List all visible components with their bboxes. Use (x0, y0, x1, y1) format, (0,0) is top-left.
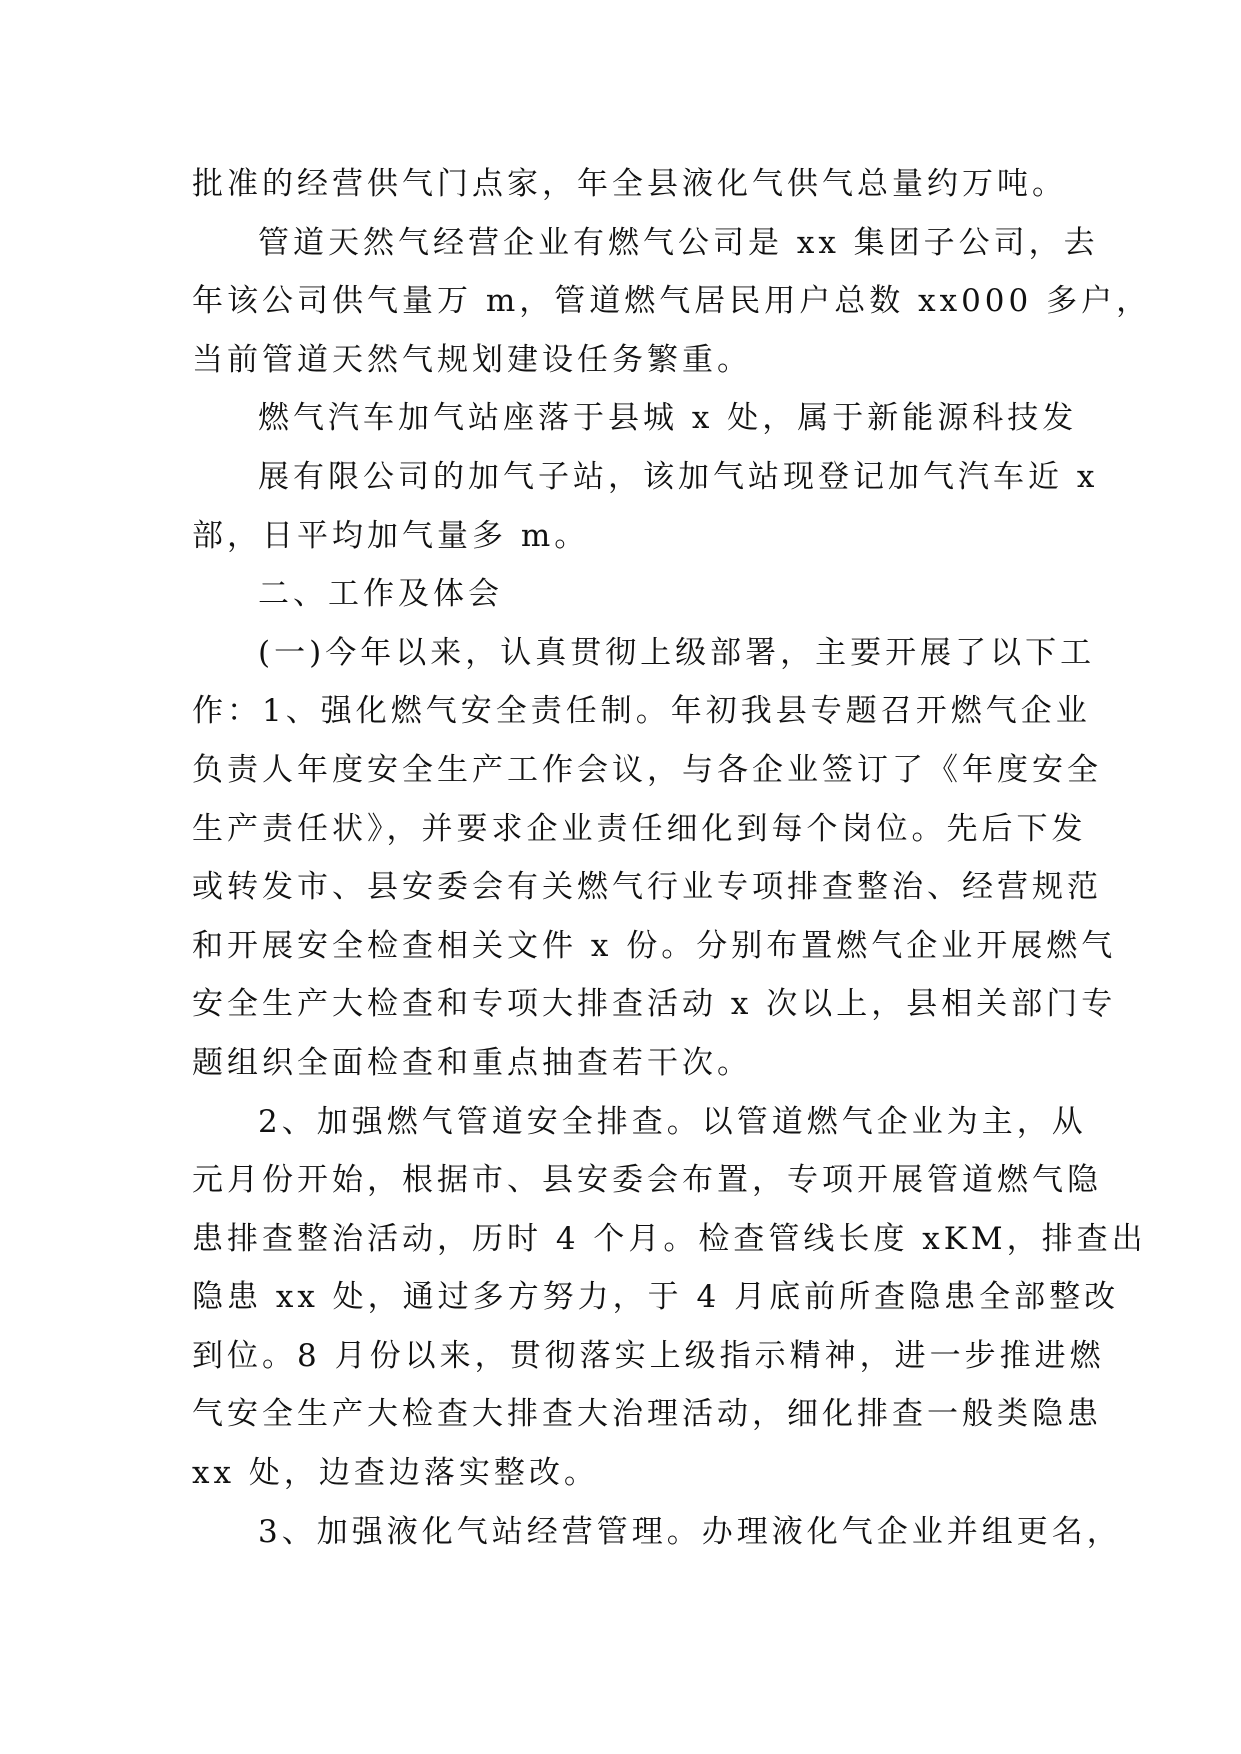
text-line-1: 批准的经营供气门点家，年全县液化气供气总量约万吨。 (192, 166, 1067, 202)
section-heading: 二、工作及体会 (258, 576, 503, 613)
text-line-7: 部，日平均加气量多 m。 (192, 517, 590, 554)
text-line-14: 和开展安全检查相关文件 x 份。分别布置燃气企业开展燃气 (192, 927, 1117, 964)
text-line-3: 年该公司供气量万 m，管道燃气居民用户总数 xx000 多户， (192, 283, 1152, 320)
text-line-2: 管道天然气经营企业有燃气公司是 xx 集团子公司，去 (258, 224, 1099, 261)
text-line-9: (一)今年以来，认真贯彻上级部署，主要开展了以下工 (258, 634, 1096, 671)
document-body (192, 155, 1152, 1561)
text-line-18: 元月份开始，根据市、县安委会布置，专项开展管道燃气隐 (192, 1162, 1102, 1199)
text-line-11: 负责人年度安全生产工作会议，与各企业签订了《年度安全 (192, 751, 1102, 788)
text-line-21: 到位。8 月份以来，贯彻落实上级指示精神，进一步推进燃 (192, 1337, 1105, 1374)
text-line-6: 展有限公司的加气子站，该加气站现登记加气汽车近 x (258, 458, 1099, 495)
text-line-23: xx 处，边查边落实整改。 (192, 1455, 599, 1492)
text-line-12: 生产责任状》，并要求企业责任细化到每个岗位。先后下发 (192, 810, 1087, 847)
text-line-13: 或转发市、县安委会有关燃气行业专项排查整治、经营规范 (192, 869, 1102, 906)
text-line-17: 2、加强燃气管道安全排查。以管道燃气企业为主，从 (258, 1103, 1087, 1140)
text-line-19: 患排查整治活动，历时 4 个月。检查管线长度 xKM，排查出 (192, 1220, 1147, 1257)
text-line-15: 安全生产大检查和专项大排查活动 x 次以上，县相关部门专 (192, 986, 1117, 1023)
text-line-5: 燃气汽车加气站座落于县城 x 处，属于新能源科技发 (258, 400, 1078, 437)
text-line-16: 题组织全面检查和重点抽查若干次。 (192, 1044, 752, 1081)
text-line-24: 3、加强液化气站经营管理。办理液化气企业并组更名， (258, 1513, 1122, 1550)
text-line-4: 当前管道天然气规划建设任务繁重。 (192, 341, 752, 378)
text-line-20: 隐患 xx 处，通过多方努力，于 4 月底前所查隐患全部整改 (192, 1279, 1120, 1316)
text-line-10: 作：1、强化燃气安全责任制。年初我县专题召开燃气企业 (192, 693, 1091, 730)
text-line-22: 气安全生产大检查大排查大治理活动，细化排查一般类隐患 (192, 1396, 1102, 1433)
